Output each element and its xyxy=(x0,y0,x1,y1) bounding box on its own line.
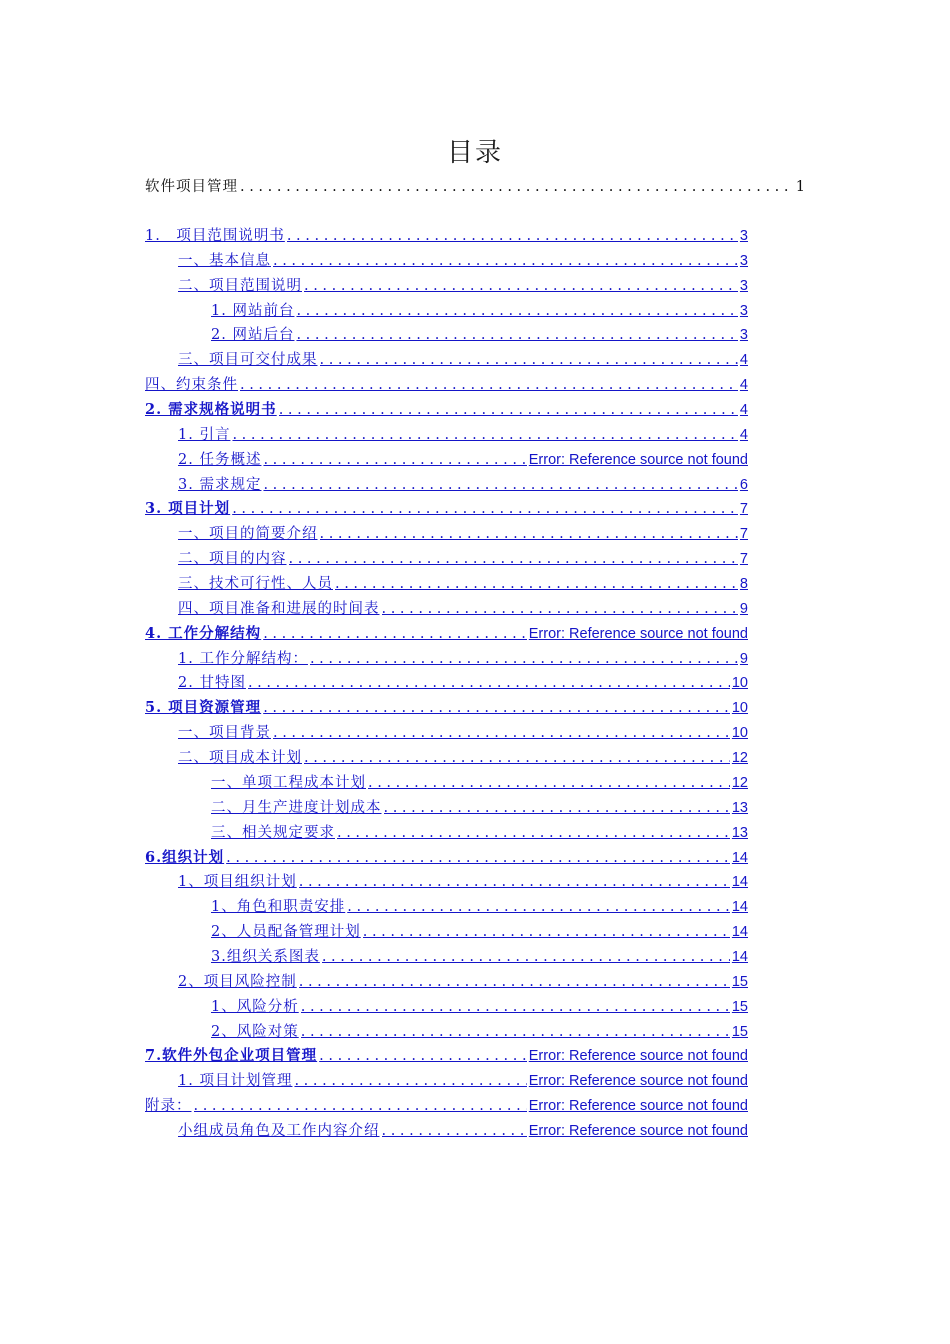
toc-leader-dots xyxy=(287,225,738,247)
toc-entry-label: 一、基本信息 xyxy=(178,252,271,269)
toc-leader-dots xyxy=(337,822,730,844)
toc-entry-label: 附录： xyxy=(145,1098,192,1115)
toc-leader-dots xyxy=(232,498,738,520)
toc-entry[interactable] xyxy=(178,424,748,446)
toc-entry-page: 14 xyxy=(731,924,748,941)
toc-leader-dots xyxy=(296,300,737,322)
toc-leader-dots xyxy=(289,548,738,570)
toc-entry[interactable] xyxy=(178,573,748,595)
toc-leader-dots xyxy=(363,921,730,943)
toc-entry-page: 9 xyxy=(739,600,748,617)
toc-leader-dots xyxy=(368,772,730,794)
toc-entry[interactable] xyxy=(178,722,748,744)
toc-entry-page: 12 xyxy=(731,774,748,791)
toc-entry-label: 2、项目风险控制 xyxy=(178,973,297,990)
toc-entry[interactable] xyxy=(211,996,748,1018)
toc-entry[interactable] xyxy=(178,474,748,496)
toc-leader-dots xyxy=(299,871,730,893)
toc-leader-dots xyxy=(320,523,738,545)
toc-leader-dots xyxy=(296,324,737,346)
page-title: 目录 xyxy=(446,138,503,168)
toc-entry-page: 3 xyxy=(739,302,748,319)
toc-entry-label: 二、月生产进度计划成本 xyxy=(211,799,382,816)
toc-entry-page: 3 xyxy=(739,277,748,294)
toc-entry[interactable] xyxy=(211,772,748,794)
toc-entry-label: 1. 项目范围说明书 xyxy=(145,228,285,244)
toc-leader-dots xyxy=(232,424,737,446)
toc-entry-page: 10 xyxy=(731,675,748,692)
toc-entry-page: 14 xyxy=(731,874,748,891)
toc-entry-page: 9 xyxy=(739,650,748,667)
toc-entry-page: 13 xyxy=(731,824,748,841)
toc-leader-dots xyxy=(347,896,730,918)
toc-entry-label: 1. 项目计划管理 xyxy=(178,1073,293,1090)
toc-entry[interactable] xyxy=(178,523,748,545)
toc-entry[interactable] xyxy=(211,324,748,346)
toc-entry-page: 7 xyxy=(739,501,748,518)
toc-entry-page: 8 xyxy=(739,576,748,593)
toc-entry-page: 15 xyxy=(731,973,748,990)
toc-leader-dots xyxy=(384,797,730,819)
toc-leader-dots xyxy=(301,996,730,1018)
toc-leader-dots xyxy=(320,349,738,371)
toc-entry-label: 一、项目背景 xyxy=(178,725,271,742)
toc-entry-label: 2. 甘特图 xyxy=(178,675,246,692)
toc-leader-dots xyxy=(310,648,738,670)
toc-entry[interactable] xyxy=(178,648,748,670)
toc-entry-page: 7 xyxy=(739,526,748,543)
toc-leader-dots xyxy=(301,1021,730,1043)
toc-entry-label: 二、项目范围说明 xyxy=(178,277,302,294)
toc-leader-dots xyxy=(304,747,730,769)
toc-leader-dots xyxy=(382,1120,527,1142)
toc-entry-page: 4 xyxy=(739,377,748,394)
toc-leader-dots xyxy=(263,474,737,496)
toc-entry-page: 3 xyxy=(739,327,748,344)
toc-leader-dots xyxy=(335,573,738,595)
toc-entry-page: Error: Reference source not found xyxy=(528,625,748,642)
toc-entry[interactable] xyxy=(145,374,748,396)
toc-entry-label: 3. 需求规定 xyxy=(178,476,262,493)
toc-entry-page: 15 xyxy=(731,1023,748,1040)
toc-entry-page: Error: Reference source not found xyxy=(528,1073,748,1090)
toc-entry[interactable] xyxy=(178,548,748,570)
toc-entry-page: Error: Reference source not found xyxy=(528,1098,748,1115)
toc-leader-dots xyxy=(279,399,738,421)
toc-entry[interactable] xyxy=(178,672,748,694)
toc-entry-page: 3 xyxy=(739,252,748,269)
toc-entry[interactable] xyxy=(145,697,748,719)
toc-entry[interactable] xyxy=(211,921,748,943)
toc-leader-dots xyxy=(263,449,526,471)
toc-entry[interactable] xyxy=(145,399,748,421)
toc-entry-page: 10 xyxy=(731,725,748,742)
toc-entry-label: 7.软件外包企业项目管理 xyxy=(145,1047,318,1065)
toc-entry[interactable] xyxy=(178,349,748,371)
toc-leader-dots xyxy=(194,1095,527,1117)
toc-entry-page: Error: Reference source not found xyxy=(528,1122,748,1139)
toc-entry-label: 小组成员角色及工作内容介绍 xyxy=(178,1122,380,1139)
toc-entry[interactable] xyxy=(178,598,748,620)
toc-entry[interactable] xyxy=(178,1070,748,1092)
toc-entry-label: 1. 网站前台 xyxy=(211,302,295,319)
toc-entry-page: 14 xyxy=(731,849,748,866)
toc-entry[interactable] xyxy=(178,449,748,471)
toc-entry-label: 2. 网站后台 xyxy=(211,327,295,344)
toc-entry-page: 14 xyxy=(731,899,748,916)
toc-leader-dots xyxy=(226,847,730,869)
toc-leader-dots xyxy=(294,1070,526,1092)
toc-entry[interactable] xyxy=(145,1095,748,1117)
toc-entry-label: 四、约束条件 xyxy=(145,377,238,394)
toc-entry-page: 13 xyxy=(731,799,748,816)
toc-leader-dots xyxy=(299,971,730,993)
toc-entry-label: 一、项目的简要介绍 xyxy=(178,526,318,543)
toc-leader-dots xyxy=(248,672,730,694)
toc-entry-label: 3. 项目计划 xyxy=(145,500,231,518)
toc-entry-label: 2. 需求规格说明书 xyxy=(145,401,277,419)
toc-entry[interactable] xyxy=(178,275,748,297)
toc-entry[interactable] xyxy=(178,250,748,272)
toc-entry[interactable] xyxy=(178,971,748,993)
toc-leader-dots xyxy=(273,722,730,744)
toc-entry-page: 1 xyxy=(795,179,805,195)
toc-entry-page: 12 xyxy=(731,750,748,767)
toc-entry[interactable] xyxy=(145,623,748,645)
toc-entry-label: 1. 引言 xyxy=(178,426,231,443)
toc-entry-page: Error: Reference source not found xyxy=(528,1048,748,1065)
toc-leader-dots xyxy=(382,598,738,620)
toc-entry-label: 三、相关规定要求 xyxy=(211,824,335,841)
toc-entry-label: 1、风险分析 xyxy=(211,998,299,1015)
toc-entry-label: 2、人员配备管理计划 xyxy=(211,924,361,941)
toc-entry-page: Error: Reference source not found xyxy=(528,451,748,468)
toc-entry-label: 四、项目准备和进展的时间表 xyxy=(178,600,380,617)
toc-entry-page: 10 xyxy=(731,700,748,717)
toc-entry-label: 3.组织关系图表 xyxy=(211,948,320,965)
toc-entry-label: 5. 项目资源管理 xyxy=(145,699,262,717)
toc-entry[interactable] xyxy=(145,498,748,520)
toc-entry-label: 2. 任务概述 xyxy=(178,451,262,468)
toc-entry-page: 4 xyxy=(739,426,748,443)
toc-entry-label: 二、项目的内容 xyxy=(178,551,287,568)
toc-entry[interactable] xyxy=(178,1120,748,1142)
toc-entry-page: 3 xyxy=(739,228,748,244)
toc-entry-label: 一、单项工程成本计划 xyxy=(211,774,366,791)
toc-leader-dots xyxy=(263,623,527,645)
toc-entry-page: 7 xyxy=(739,551,748,568)
toc-entry-page: 6 xyxy=(739,476,748,493)
toc-entry-label: 4. 工作分解结构 xyxy=(145,624,262,642)
toc-entry-page: 4 xyxy=(739,402,748,419)
toc-leader-dots xyxy=(273,250,738,272)
toc-entry[interactable] xyxy=(211,300,748,322)
toc-entry-page: 15 xyxy=(731,998,748,1015)
toc-entry-label: 三、技术可行性、人员 xyxy=(178,576,333,593)
toc-leader-dots xyxy=(240,176,794,198)
toc-entry-top[interactable] xyxy=(145,176,805,198)
toc-entry-label: 软件项目管理 xyxy=(145,179,238,195)
toc-entry[interactable] xyxy=(211,797,748,819)
toc-entry[interactable] xyxy=(178,871,748,893)
toc-entry[interactable] xyxy=(145,847,748,869)
toc-entry-page: 14 xyxy=(731,948,748,965)
toc-entry-label: 2、风险对策 xyxy=(211,1023,299,1040)
toc-entry-label: 三、项目可交付成果 xyxy=(178,352,318,369)
toc-entry-label: 1. 工作分解结构： xyxy=(178,650,308,667)
toc-leader-dots xyxy=(304,275,738,297)
toc-entry[interactable] xyxy=(211,896,748,918)
toc-entry[interactable] xyxy=(145,225,748,247)
toc-leader-dots xyxy=(240,374,738,396)
toc-leader-dots xyxy=(263,697,730,719)
toc-entry-label: 二、项目成本计划 xyxy=(178,750,302,767)
toc-leader-dots xyxy=(319,1045,527,1067)
toc-entry[interactable] xyxy=(211,822,748,844)
toc-leader-dots xyxy=(322,946,730,968)
toc-entry-label: 1、角色和职责安排 xyxy=(211,899,346,916)
toc-entry[interactable] xyxy=(145,1045,748,1067)
toc-entry-label: 1、项目组织计划 xyxy=(178,874,297,891)
toc-entry-page: 4 xyxy=(739,352,748,369)
toc-entry[interactable] xyxy=(178,747,748,769)
toc-entry[interactable] xyxy=(211,1021,748,1043)
toc-entry[interactable] xyxy=(211,946,748,968)
toc-entry-label: 6.组织计划 xyxy=(145,848,225,866)
